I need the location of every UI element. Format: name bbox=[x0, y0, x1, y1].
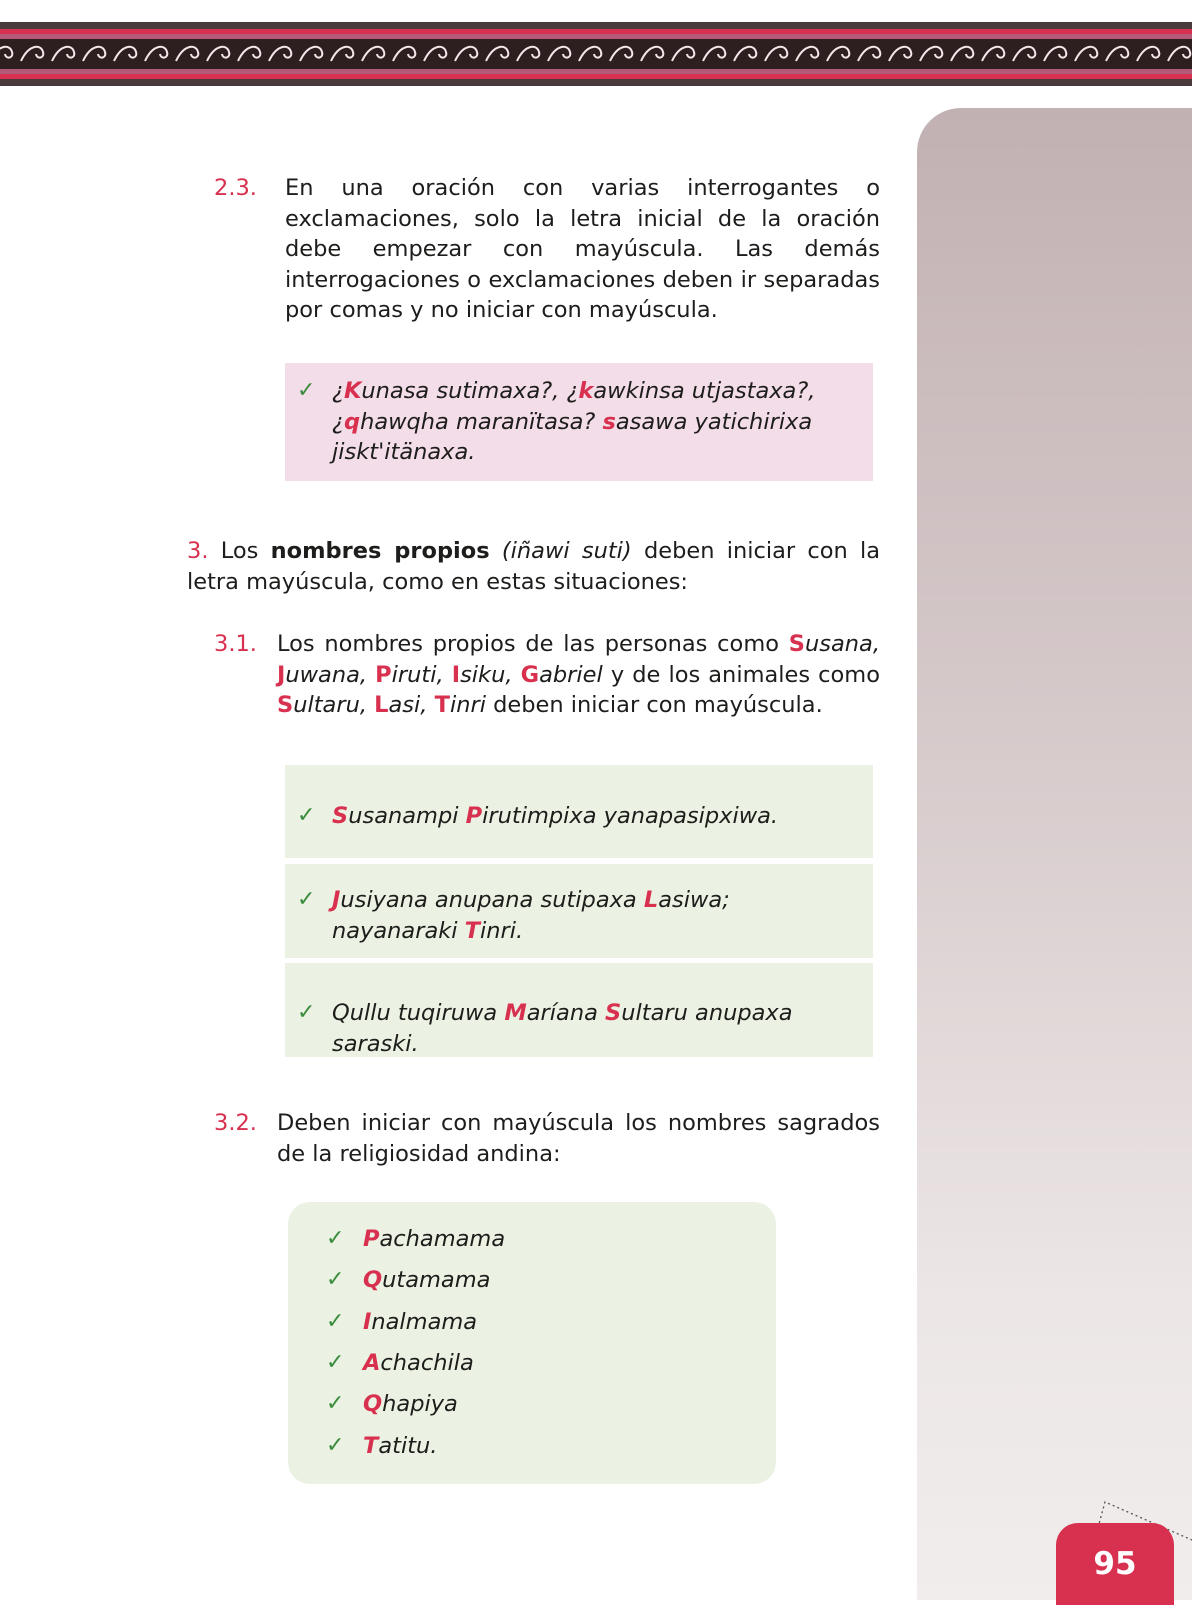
highlighted-initial: S bbox=[788, 631, 806, 657]
name-rest: atitu. bbox=[378, 1432, 438, 1459]
section-text-italic: (iñawi suti) bbox=[501, 538, 632, 564]
section-3-1 bbox=[214, 629, 880, 721]
highlighted-initial: A bbox=[363, 1349, 381, 1376]
text-run: uwana, bbox=[285, 661, 376, 688]
highlighted-initial: J bbox=[277, 661, 286, 688]
check-icon: ✓ bbox=[297, 1000, 316, 1025]
sacred-name bbox=[363, 1267, 490, 1293]
highlighted-initial: K bbox=[343, 378, 362, 404]
example-text bbox=[332, 885, 853, 946]
check-icon: ✓ bbox=[297, 887, 316, 912]
highlighted-initial: G bbox=[520, 661, 540, 688]
highlighted-initial: J bbox=[332, 887, 341, 913]
section-number: 3.1. bbox=[214, 631, 257, 657]
section-number: 3. bbox=[187, 538, 209, 564]
text-run: ¿ bbox=[332, 378, 344, 404]
highlighted-initial: P bbox=[363, 1226, 380, 1252]
highlighted-initial: S bbox=[332, 803, 349, 829]
example-text bbox=[332, 998, 853, 1059]
highlighted-initial: T bbox=[434, 692, 450, 718]
section-text-bold: nombres propios bbox=[270, 538, 490, 564]
section-2-3 bbox=[214, 173, 880, 326]
text-run: usiyana anupana sutipaxa bbox=[340, 887, 644, 913]
text-run: hawqha maranïtasa? bbox=[360, 408, 603, 435]
highlighted-initial: s bbox=[602, 408, 616, 435]
section-number: 3.2. bbox=[214, 1110, 257, 1136]
section-number: 2.3. bbox=[214, 175, 257, 201]
section-text-pre: Los bbox=[220, 538, 271, 564]
example-box-2-3 bbox=[285, 363, 873, 481]
text-run: aríana bbox=[526, 1000, 606, 1026]
text-run: unasa sutimaxa?, ¿ bbox=[361, 378, 579, 404]
text-run: inri. bbox=[480, 917, 524, 944]
check-icon: ✓ bbox=[326, 1432, 345, 1458]
text-run: Qullu tuqiruwa bbox=[332, 1000, 505, 1026]
example-text bbox=[332, 801, 853, 832]
sacred-name bbox=[363, 1226, 505, 1252]
example-box-3-1-b bbox=[285, 864, 873, 958]
text-run: iruti, bbox=[391, 661, 452, 688]
check-icon: ✓ bbox=[326, 1349, 345, 1375]
sacred-names-list bbox=[288, 1202, 776, 1484]
highlighted-initial: k bbox=[578, 378, 594, 404]
section-text: En una oración con varias interrogantes o exclamaciones, solo la letra inicial de la oración debe empezar con mayúscula. Las demás interrogaciones o exclamaciones deben ir separadas por comas y no iniciar con mayúscula. bbox=[285, 175, 880, 323]
highlighted-initial: P bbox=[375, 661, 392, 688]
highlighted-initial: I bbox=[451, 661, 461, 688]
section-3 bbox=[187, 536, 880, 597]
text-run: ultaru anupaxa saraski. bbox=[332, 1000, 793, 1057]
highlighted-initial: q bbox=[343, 408, 361, 435]
check-icon: ✓ bbox=[326, 1267, 345, 1293]
text-run: inri bbox=[449, 692, 486, 718]
text-run: asi, bbox=[388, 692, 435, 718]
section-3-2 bbox=[214, 1108, 880, 1169]
text-run: usanampi bbox=[348, 803, 466, 829]
sacred-name bbox=[363, 1309, 477, 1335]
name-rest: nalmama bbox=[371, 1308, 478, 1335]
check-icon: ✓ bbox=[326, 1308, 345, 1334]
text-run: abriel bbox=[539, 661, 603, 688]
highlighted-initial: S bbox=[605, 1000, 622, 1026]
text-run: irutimpixa yanapasipxiwa. bbox=[482, 803, 779, 829]
highlighted-initial: S bbox=[277, 692, 294, 718]
check-icon: ✓ bbox=[326, 1391, 345, 1417]
text-run: awkinsa utjastaxa?, ¿ bbox=[332, 378, 816, 435]
text-run: siku, bbox=[460, 661, 521, 688]
example-text bbox=[332, 376, 853, 468]
name-rest: achamama bbox=[379, 1226, 506, 1252]
highlighted-initial: M bbox=[504, 1000, 527, 1026]
section-text bbox=[214, 629, 880, 721]
section-text: Deben iniciar con mayúscula los nombres sagrados de la religiosidad andina: bbox=[277, 1110, 880, 1167]
name-rest: hapiya bbox=[382, 1391, 458, 1418]
check-icon: ✓ bbox=[297, 803, 316, 828]
check-icon: ✓ bbox=[297, 378, 316, 403]
highlighted-initial: L bbox=[374, 692, 389, 718]
name-rest: chachila bbox=[380, 1349, 474, 1376]
highlighted-initial: L bbox=[643, 887, 659, 913]
example-box-3-1-c bbox=[285, 963, 873, 1057]
text-run: ultaru, bbox=[293, 692, 375, 718]
page-number: 95 bbox=[1056, 1523, 1174, 1605]
text-run: asawa yatichirixa jiskt'itänaxa. bbox=[332, 408, 813, 465]
highlighted-initial: Q bbox=[363, 1391, 383, 1418]
text-run: deben iniciar con mayúscula. bbox=[485, 692, 823, 718]
highlighted-initial: P bbox=[465, 803, 483, 829]
section-text-post: deben iniciar con la letra mayúscula, como en estas situaciones: bbox=[187, 538, 881, 595]
highlighted-initial: T bbox=[464, 917, 481, 944]
highlighted-initial: T bbox=[363, 1432, 379, 1459]
sacred-name bbox=[363, 1391, 458, 1417]
highlighted-initial: Q bbox=[363, 1267, 383, 1294]
highlighted-initial: I bbox=[363, 1308, 372, 1335]
text-run: y de los animales como bbox=[602, 661, 880, 688]
sacred-name bbox=[363, 1350, 474, 1376]
example-box-3-1-a bbox=[285, 765, 873, 858]
name-rest: utamama bbox=[382, 1267, 491, 1294]
side-panel bbox=[917, 108, 1192, 1600]
sacred-name bbox=[363, 1433, 437, 1459]
decorative-woven-band bbox=[0, 22, 1192, 86]
text-run: asiwa; nayanaraki bbox=[332, 887, 730, 944]
text-run: Los nombres propios de las personas como bbox=[277, 631, 789, 657]
text-run: usana, bbox=[805, 631, 880, 657]
check-icon: ✓ bbox=[326, 1226, 345, 1251]
